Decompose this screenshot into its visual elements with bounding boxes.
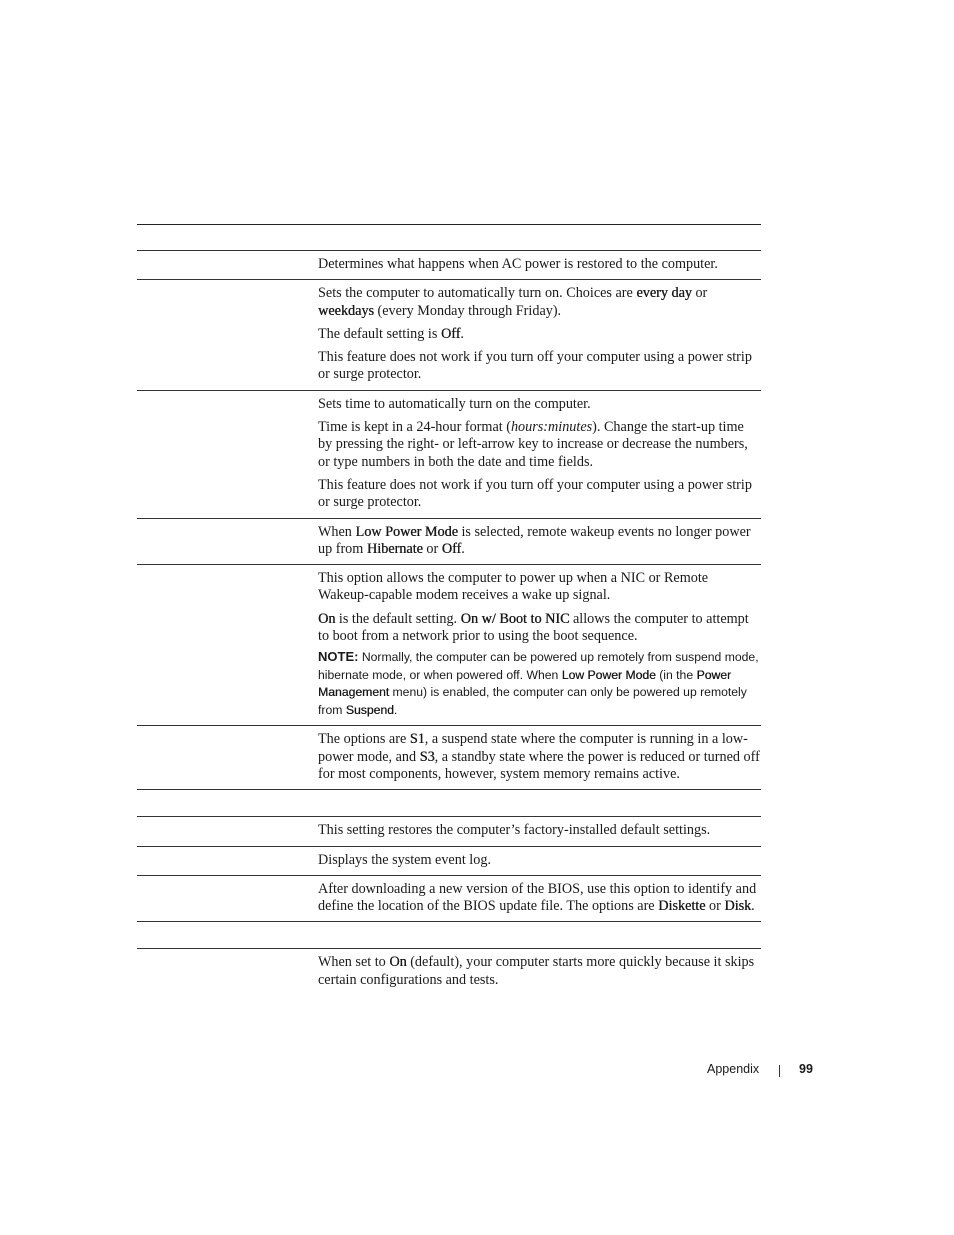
table-row-event-log — [137, 847, 761, 876]
footer-separator — [779, 1065, 780, 1077]
event-log-description: Displays the system event log. — [318, 851, 491, 868]
auto-power-time-description: Sets time to automatically turn on the computer. — [318, 395, 591, 412]
table-row-bios-update — [137, 876, 761, 923]
load-defaults-description: This setting restores the computer’s factory-installed default settings. — [318, 822, 711, 839]
page-number: 99 — [799, 1062, 813, 1076]
table-row-ac-recovery — [137, 251, 761, 280]
fastboot-description: When set to On (default), your computer starts more quickly because it skips certain configurations and tests. — [318, 954, 755, 988]
footer-section-title: Appendix — [707, 1062, 760, 1076]
ac-recovery-description: Determines what happens when AC power is restored to the computer. — [318, 256, 718, 272]
table-header-row — [137, 225, 761, 251]
remote-wakeup-default: On is the default setting. On w/ Boot to NIC allows the computer to attempt to boot from a network prior to using the boot sequence. — [318, 610, 749, 645]
table-row-fastboot — [137, 949, 761, 995]
auto-power-on-warning: This feature does not work if you turn off your computer using a power strip or surge protector. — [318, 349, 752, 383]
auto-power-time-format: Time is kept in a 24-hour format (hours:minutes). Change the start-up time by pressing the right- or left-arrow key to increase or decrease the numbers, or type numbers in both the date and time fields. — [318, 419, 748, 470]
auto-power-on-default: The default setting is Off. — [318, 325, 464, 342]
table-section-row-maintenance — [137, 790, 761, 817]
remote-wakeup-description: This option allows the computer to power up when a NIC or Remote Wakeup-capable modem receives a wake up signal. — [318, 570, 709, 604]
bios-options-table — [137, 224, 761, 995]
bios-update-description: After downloading a new version of the BIOS, use this option to identify and define the location of the BIOS update file. The options are Diskette or Disk. — [318, 880, 757, 915]
table-row-suspend-mode — [137, 726, 761, 790]
table-section-row-post-behavior — [137, 922, 761, 949]
low-power-mode-description: When Low Power Mode is selected, remote wakeup events no longer power up from Hibernate or Off. — [318, 523, 751, 557]
auto-power-on-description: Sets the computer to automatically turn on. Choices are every day or weekdays (every Monday through Friday). — [318, 285, 708, 319]
table-row-low-power-mode — [137, 519, 761, 566]
table-row-remote-wakeup — [137, 565, 761, 726]
suspend-mode-description: The options are S1, a suspend state where the computer is running in a low-power mode, and S3, a standby state where the power is reduced or turned off for most components, however, system memory remains active. — [318, 731, 760, 782]
table-row-auto-power-time — [137, 391, 761, 519]
remote-wakeup-note: NOTE: Normally, the computer can be powered up remotely from suspend mode, hibernate mode, or when powered off. When Low Power Mode (in the Power Management menu) is enabled, the computer can only be powered up remotely from Suspend. — [318, 649, 759, 717]
table-row-auto-power-on — [137, 280, 761, 390]
table-row-load-defaults — [137, 817, 761, 846]
auto-power-time-warning: This feature does not work if you turn off your computer using a power strip or surge protector. — [318, 476, 752, 511]
